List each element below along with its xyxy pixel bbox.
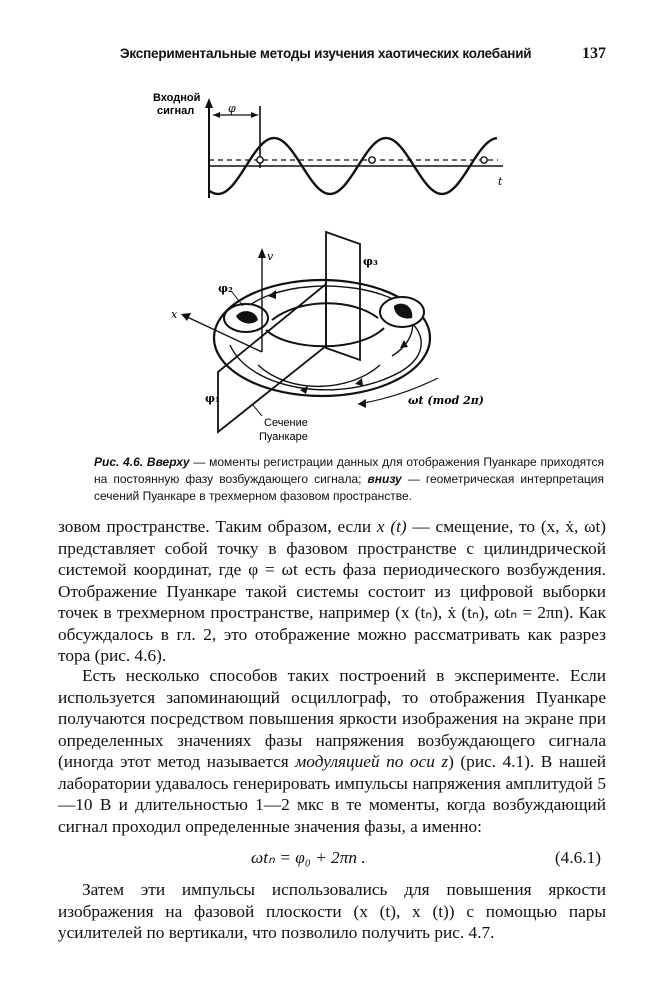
caption-bottom-word: внизу — [367, 472, 402, 486]
paragraph-1 — [58, 516, 606, 667]
paragraph-2 — [58, 665, 606, 837]
paragraph-3: Затем эти импульсы использовались для повышения яркости изображения на фазовой плоскости (x (t), x (t)) с помощью пары усилителей по вертикали, что позволило получить рис. 4.7. — [58, 880, 606, 942]
equation-formula: ωtₙ = φ₀ + 2πn . — [251, 848, 366, 867]
equation-4-6-1 — [0, 848, 650, 872]
p1-text-a: зовом пространстве. Таким образом, если — [58, 517, 377, 536]
input-label-2: сигнал — [157, 105, 195, 117]
omega-t-label: ωt (mod 2π) — [408, 394, 484, 407]
caption-top-word: Вверху — [146, 455, 190, 469]
figure-caption — [94, 454, 604, 505]
caption-label: Рис. 4.6. — [94, 455, 144, 469]
waveform-plot — [153, 92, 503, 198]
header-title: Экспериментальные методы изучения хаотических колебаний — [120, 46, 532, 61]
caption-text-2: — геометрическая интерпретация сечений Пуанкаре в трехмерном фазовом пространстве. — [94, 472, 604, 503]
sample-point — [369, 157, 375, 163]
sample-point — [481, 157, 487, 163]
torus-diagram — [171, 232, 484, 443]
y-axis-arrow — [205, 98, 213, 108]
section-label-1: Сечение — [264, 417, 308, 429]
v-axis-arrow — [258, 248, 266, 258]
phi3-label: φ₃ — [363, 255, 378, 268]
omega-t-arrowhead — [358, 399, 366, 408]
phi-arrow-left — [213, 112, 220, 118]
phi3-plane — [326, 232, 360, 360]
sample-point — [257, 157, 263, 163]
trajectory-arrow — [300, 386, 308, 394]
torus-hole-bottom — [266, 328, 384, 346]
section-label-2: Пуанкаре — [259, 431, 308, 443]
p2-text-a: Есть несколько способов таких построений в эксперименте. Если используется запоминающий осциллограф, то отображения Пуанкаре получаются посредством повышения яркости изображения на экране при определенных значениях фазы напряжения возбуждающего сигнала (иногда этот метод называется — [58, 666, 606, 771]
p2-text-b: ) (рис. 4.1). В нашей лаборатории удавалось генерировать импульсы напряжения амплитудой 5—10 В и длительностью 1—2 мкс в те моменты, когда возбуждающий сигнал проходил определенные значения фазы, а именно: — [58, 752, 606, 836]
equation-number: (4.6.1) — [554, 848, 601, 867]
p1-xt: x (t) — [376, 517, 407, 536]
p2-italic: модуляцией по оси z — [295, 752, 449, 771]
v-label: v — [267, 250, 274, 263]
phi-label: φ — [228, 102, 236, 115]
x-axis-arrow — [181, 313, 191, 321]
page-number: 137 — [582, 45, 606, 62]
caption-text-1: — моменты регистрации данных для отображения Пуанкаре приходятся на постоянную фазу возбуждающего сигнала; — [94, 455, 604, 486]
phi2-label: φ₂ — [218, 282, 233, 295]
p1-text-b: — смещение, то (x, ẋ, ωt) представляет собой точку в фазовом пространстве с цилиндрической системой координат, где φ = ωt есть фаза периодического возбуждения. Отображение Пуанкаре такой системы состоит из цифровой выборки точек в трехмерном пространстве, например (x (tₙ), ẋ (tₙ), ωtₙ = 2πn). Как обсуждалось в гл. 2, это отображение можно рассматривать как разрез тора (рис. 4.6). — [58, 517, 606, 665]
phi1-label: φ₁ — [205, 392, 220, 405]
x-label: x — [171, 308, 178, 321]
input-label-1: Входной — [153, 92, 201, 104]
section-pointer — [252, 404, 262, 416]
phi-arrow-right — [251, 112, 258, 118]
torus-hole-top — [272, 303, 378, 320]
t-axis-label: t — [498, 175, 503, 188]
